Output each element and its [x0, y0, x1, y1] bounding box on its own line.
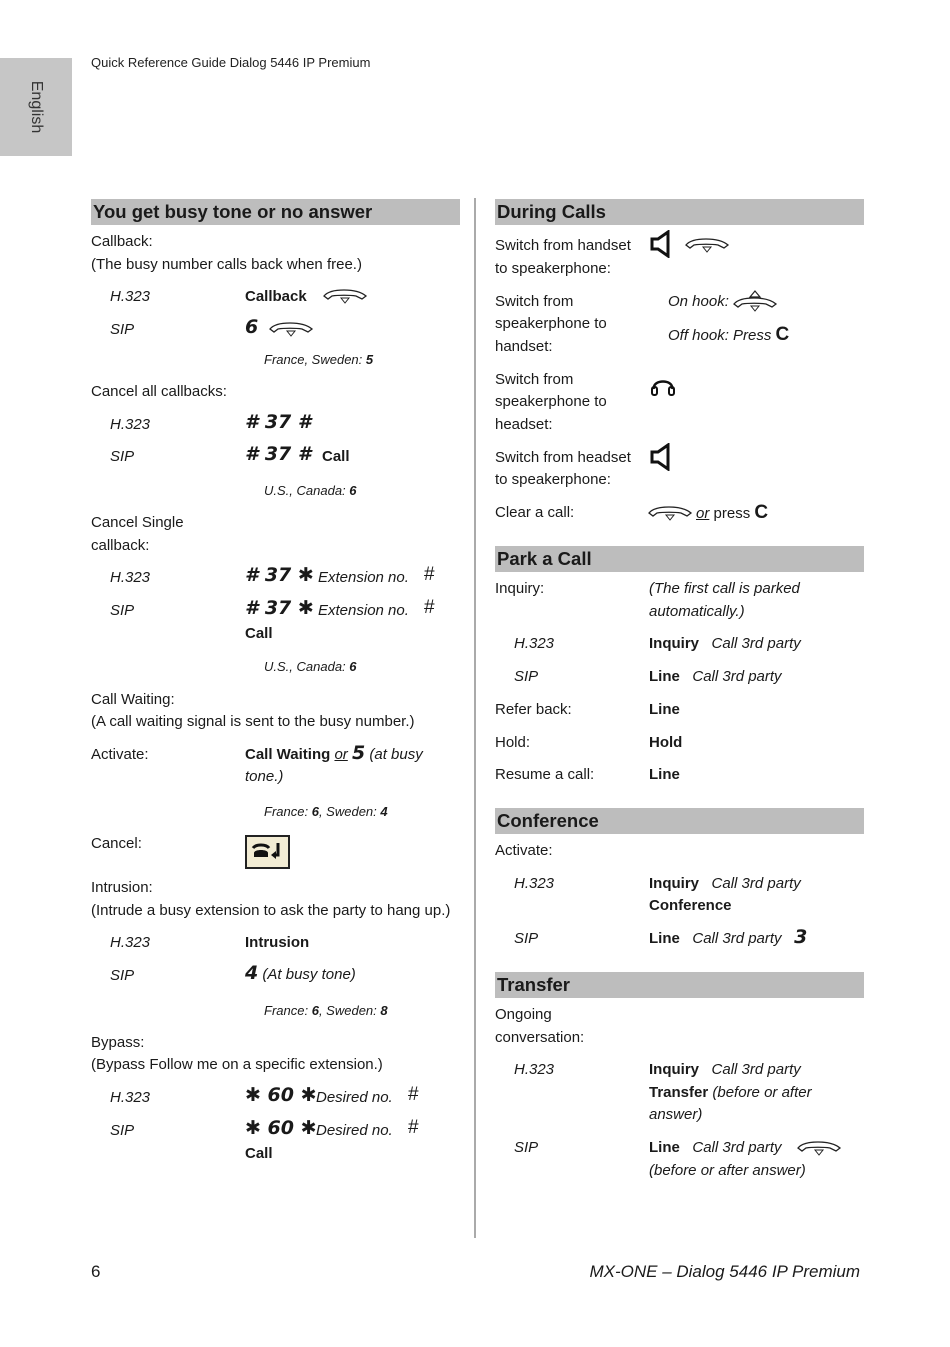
intrusion-desc: (Intrude a busy extension to ask the party to hang up.): [91, 902, 451, 919]
switch-handset-2: to speakerphone:: [495, 260, 611, 277]
page-header: Quick Reference Guide Dialog 5446 IP Premium: [91, 55, 371, 70]
switch-hs-speaker-1: Switch from headset: [495, 449, 631, 466]
protocol-sip: SIP: [110, 1122, 135, 1139]
off-hook-instruction: Off hook: Press C: [668, 324, 790, 345]
intrusion-sip: 4 (At busy tone): [245, 962, 356, 984]
handset-icon: [647, 505, 693, 521]
refer-back-label: Refer back:: [495, 701, 572, 718]
code-37: # 37 #: [245, 411, 312, 433]
parked-note-1: (The first call is parked: [649, 580, 800, 597]
transfer-key-line: Transfer (before or after: [649, 1084, 812, 1101]
country-note: France: 6, Sweden: 8: [264, 1003, 388, 1018]
ongoing-2: conversation:: [495, 1029, 585, 1046]
protocol-h323: H.323: [514, 875, 555, 892]
protocol-h323: H.323: [514, 635, 555, 652]
transfer-sip-steps: Line Call 3rd party: [649, 1139, 782, 1156]
hash-key: #: [424, 564, 435, 585]
call-waiting-instruction: Call Waiting or 5 (at busy: [245, 742, 423, 764]
activate-label: Activate:: [495, 842, 553, 859]
language-tab-label: English: [28, 80, 45, 134]
code-60: ✱ 60 ✱: [245, 1117, 317, 1139]
cancel-single-label-1: Cancel Single: [91, 514, 184, 531]
intrusion-label: Intrusion:: [91, 879, 153, 896]
switch-speaker-2: speakerphone to: [495, 315, 607, 332]
handset-icon: [684, 237, 730, 253]
switch-headset-3: headset:: [495, 416, 553, 433]
conf-h323-steps: Inquiry Call 3rd party: [649, 875, 801, 892]
country-note: U.S., Canada: 6: [264, 659, 357, 674]
clear-call-instruction: or press C: [696, 502, 769, 523]
call-key: Call: [245, 625, 273, 642]
line-key: Line: [649, 766, 680, 783]
conf-sip-steps: Line Call 3rd party 3: [649, 926, 808, 948]
handset-lift-icon: [732, 290, 778, 312]
footer-title: MX-ONE – Dialog 5446 IP Premium: [589, 1262, 860, 1281]
speaker-icon: [650, 230, 672, 258]
protocol-sip: SIP: [514, 1139, 539, 1156]
speaker-icon: [650, 443, 672, 471]
cancel-all-label: Cancel all callbacks:: [91, 383, 227, 400]
switch-speaker-1: Switch from: [495, 293, 574, 310]
conference-key: Conference: [649, 897, 732, 914]
cancel-label: Cancel:: [91, 835, 142, 852]
resume-label: Resume a call:: [495, 766, 595, 783]
park-h323-steps: Inquiry Call 3rd party: [649, 635, 801, 652]
hash-key: #: [424, 597, 435, 618]
language-tab: [0, 58, 72, 156]
call-key: Call: [245, 1145, 273, 1162]
protocol-h323: H.323: [110, 934, 151, 951]
section-title-park: Park a Call: [495, 546, 864, 572]
inquiry-label: Inquiry:: [495, 580, 545, 597]
switch-speaker-3: handset:: [495, 338, 553, 355]
country-note: France, Sweden: 5: [264, 352, 374, 367]
column-divider: [474, 198, 476, 1238]
bypass-desc: (Bypass Follow me on a specific extension.): [91, 1056, 383, 1073]
line-key: Line: [649, 701, 680, 718]
hash-key: #: [408, 1117, 419, 1138]
headset-icon: [650, 375, 676, 399]
at-busy-tone: tone.): [245, 768, 284, 785]
park-sip-steps: Line Call 3rd party: [649, 668, 782, 685]
section-title-busy: You get busy tone or no answer: [91, 199, 460, 225]
bypass-label: Bypass:: [91, 1034, 145, 1051]
country-note: France: 6, Sweden: 4: [264, 804, 388, 819]
page-number: 6: [91, 1262, 101, 1281]
switch-handset-1: Switch from handset: [495, 237, 631, 254]
protocol-h323: H.323: [110, 569, 151, 586]
callback-label: Callback:: [91, 233, 153, 250]
transfer-sip-note: (before or after answer): [649, 1162, 806, 1179]
protocol-h323: H.323: [110, 1089, 151, 1106]
transfer-answer: answer): [649, 1106, 703, 1123]
protocol-sip: SIP: [514, 930, 539, 947]
call-key: Call: [322, 448, 350, 465]
desired-no: Desired no.: [316, 1122, 393, 1139]
handset-icon: [796, 1140, 842, 1156]
on-hook-label: On hook:: [668, 293, 729, 310]
code-37-star: # 37 ✱: [245, 597, 314, 619]
transfer-h323-steps: Inquiry Call 3rd party: [649, 1061, 801, 1078]
hash-key: #: [408, 1084, 419, 1105]
switch-headset-1: Switch from: [495, 371, 574, 388]
protocol-sip: SIP: [110, 967, 135, 984]
section-title-transfer: Transfer: [495, 972, 864, 998]
callback-desc: (The busy number calls back when free.): [91, 256, 362, 273]
section-title-conference: Conference: [495, 808, 864, 834]
cancel-single-label-2: callback:: [91, 537, 150, 554]
intrusion-key: Intrusion: [245, 934, 310, 951]
protocol-h323: H.323: [514, 1061, 555, 1078]
section-title-during: During Calls: [495, 199, 864, 225]
code-60: ✱ 60 ✱: [245, 1084, 317, 1106]
protocol-sip: SIP: [110, 448, 135, 465]
hold-key: Hold: [649, 734, 683, 751]
handset-icon: [268, 321, 314, 337]
extension-no: Extension no.: [318, 569, 409, 586]
protocol-h323: H.323: [110, 288, 151, 305]
key-6: 6: [245, 316, 259, 338]
code-37-star: # 37 ✱: [245, 564, 314, 586]
activate-label: Activate:: [91, 746, 149, 763]
call-waiting-label: Call Waiting:: [91, 691, 175, 708]
phone-cancel-key-icon: [245, 835, 290, 869]
protocol-sip: SIP: [110, 602, 135, 619]
extension-no: Extension no.: [318, 602, 409, 619]
code-37: # 37 #: [245, 443, 312, 465]
call-waiting-desc: (A call waiting signal is sent to the busy number.): [91, 713, 415, 730]
ongoing-1: Ongoing: [495, 1006, 552, 1023]
switch-hs-speaker-2: to speakerphone:: [495, 471, 611, 488]
protocol-h323: H.323: [110, 416, 151, 433]
parked-note-2: automatically.): [649, 603, 745, 620]
country-note: U.S., Canada: 6: [264, 483, 357, 498]
callback-key: Callback: [245, 288, 307, 305]
desired-no: Desired no.: [316, 1089, 393, 1106]
hold-label: Hold:: [495, 734, 531, 751]
switch-headset-2: speakerphone to: [495, 393, 607, 410]
protocol-sip: SIP: [514, 668, 539, 685]
clear-call-label: Clear a call:: [495, 504, 575, 521]
protocol-sip: SIP: [110, 321, 135, 338]
handset-icon: [322, 288, 368, 304]
